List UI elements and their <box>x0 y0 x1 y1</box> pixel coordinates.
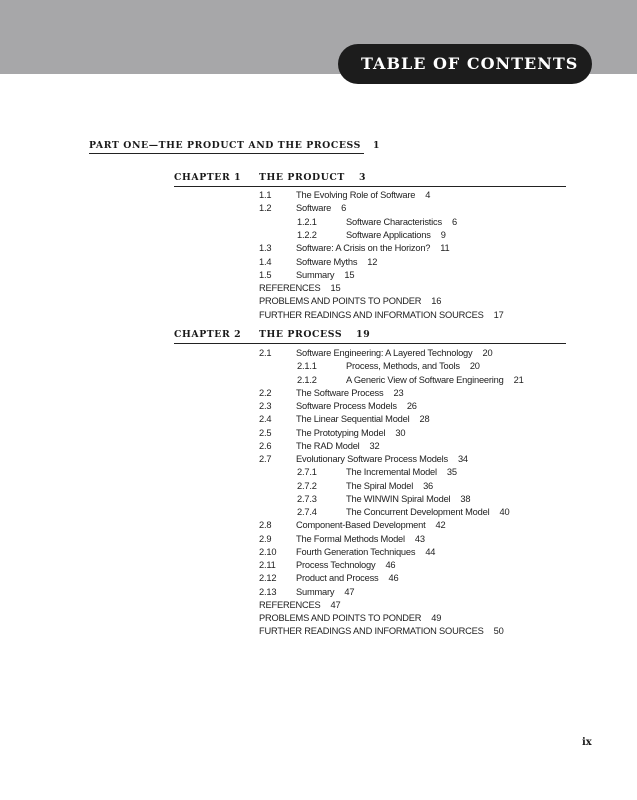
entry-text <box>346 494 470 504</box>
entry-text <box>259 296 441 306</box>
entry-page: 38 <box>460 493 471 504</box>
entry-page: 12 <box>367 256 378 267</box>
entry-number: 2.1.2 <box>297 374 317 385</box>
entry-number: 2.10 <box>259 546 277 557</box>
entry-text <box>259 613 441 623</box>
entry-page: 46 <box>385 560 396 570</box>
entry-number: 2.2 <box>259 387 272 398</box>
entry-page: 50 <box>493 626 504 637</box>
entry-page: 47 <box>344 586 355 597</box>
entry-text <box>259 626 504 636</box>
entry-text <box>346 507 509 517</box>
entry-number: 2.4 <box>259 414 272 425</box>
entry-title: Software <box>296 203 332 214</box>
entry-page: 34 <box>457 454 468 464</box>
entry-page: 6 <box>451 216 457 227</box>
entry-page: 49 <box>431 613 442 623</box>
entry-title: Software Process Models <box>296 401 397 411</box>
entry-number: 1.4 <box>259 256 272 267</box>
entry-title: The Incremental Model <box>346 467 437 478</box>
entry-page: 6 <box>341 203 347 214</box>
entry-title: Software: A Crisis on the Horizon? <box>296 243 431 254</box>
chapter-title-text: THE PROCESS <box>259 329 343 340</box>
entry-text <box>296 441 380 451</box>
entry-page: 44 <box>425 546 436 557</box>
entry-text <box>296 348 492 358</box>
entry-title: REFERENCES <box>259 599 321 610</box>
entry-number: 1.2.1 <box>297 216 317 227</box>
entry-title: The Spiral Model <box>346 480 414 491</box>
entry-title: Software Characteristics <box>346 216 442 227</box>
chapter-title <box>259 329 370 340</box>
entry-number: 2.3 <box>259 401 272 411</box>
entry-title: The Formal Methods Model <box>296 533 405 544</box>
entry-number: 2.13 <box>259 586 277 597</box>
entry-number: 1.5 <box>259 269 272 280</box>
entry-title: Process Technology <box>296 560 376 570</box>
entry-title: Software Engineering: A Layered Technology <box>296 348 473 358</box>
entry-number: 2.9 <box>259 533 272 544</box>
entry-page: 36 <box>423 480 434 491</box>
entry-title: PROBLEMS AND POINTS TO PONDER <box>259 613 422 623</box>
entry-number: 2.7.1 <box>297 467 317 478</box>
entry-number: 2.8 <box>259 520 272 531</box>
entry-title: Evolutionary Software Process Models <box>296 454 448 464</box>
entry-title: Software Applications <box>346 229 431 240</box>
entry-title: REFERENCES <box>259 283 321 294</box>
entry-text <box>296 243 450 253</box>
entry-text <box>296 573 398 583</box>
entry-page: 30 <box>395 427 406 438</box>
entry-page: 20 <box>469 361 480 372</box>
entry-text <box>259 283 341 293</box>
entry-page: 46 <box>388 573 399 584</box>
entry-title: Component-Based Development <box>296 520 426 531</box>
entry-title: A Generic View of Software Engineering <box>346 374 504 385</box>
part-heading <box>89 140 381 154</box>
entry-page: 32 <box>369 440 380 451</box>
entry-page: 35 <box>446 467 457 478</box>
entry-number: 2.1.1 <box>297 361 317 372</box>
entry-title: The Concurrent Development Model <box>346 507 490 517</box>
entry-number: 2.12 <box>259 573 277 584</box>
entry-title: Fourth Generation Techniques <box>296 546 416 557</box>
chapter-title-text: THE PRODUCT <box>259 172 345 183</box>
chapter-rule <box>174 343 566 344</box>
entry-text <box>296 257 377 267</box>
entry-title: The Software Process <box>296 387 384 398</box>
entry-title: The RAD Model <box>296 440 360 451</box>
entry-number: 2.11 <box>259 560 276 570</box>
entry-text <box>346 230 446 240</box>
chapter-page: 3 <box>358 172 367 183</box>
chapter-label: CHAPTER 2 <box>174 329 242 340</box>
entry-page: 4 <box>425 190 431 200</box>
entry-text <box>259 600 341 610</box>
entry-page: 47 <box>330 599 341 610</box>
entry-number: 2.7.2 <box>297 480 317 491</box>
entry-title: FURTHER READINGS AND INFORMATION SOURCES <box>259 626 484 637</box>
entry-number: 1.2.2 <box>297 229 317 240</box>
entry-number: 1.2 <box>259 203 272 214</box>
entry-text <box>296 203 346 213</box>
entry-title: Software Myths <box>296 256 358 267</box>
entry-text <box>259 310 504 320</box>
entry-text <box>346 467 457 477</box>
entry-page: 16 <box>431 296 442 307</box>
entry-title: Process, Methods, and Tools <box>346 361 460 372</box>
entry-number: 2.1 <box>259 348 272 358</box>
entry-number: 2.7 <box>259 454 272 464</box>
chapter-label: CHAPTER 1 <box>174 172 242 183</box>
page-folio: ix <box>582 737 592 748</box>
entry-page: 23 <box>393 387 404 398</box>
entry-number: 2.6 <box>259 440 272 451</box>
entry-number: 2.7.3 <box>297 493 317 504</box>
entry-text <box>296 454 468 464</box>
entry-text <box>296 560 395 570</box>
entry-title: The WINWIN Spiral Model <box>346 493 451 504</box>
entry-text <box>296 190 430 200</box>
entry-title: PROBLEMS AND POINTS TO PONDER <box>259 296 422 307</box>
chapter-title <box>259 172 366 183</box>
entry-title: Summary <box>296 586 335 597</box>
entry-page: 17 <box>493 309 504 320</box>
entry-title: Product and Process <box>296 573 379 584</box>
entry-text <box>296 520 445 530</box>
entry-text <box>346 217 457 227</box>
entry-page: 21 <box>513 374 524 385</box>
entry-text <box>346 361 480 371</box>
entry-text <box>296 534 425 544</box>
entry-title: FURTHER READINGS AND INFORMATION SOURCES <box>259 309 484 320</box>
entry-number: 2.7.4 <box>297 507 317 517</box>
entry-text <box>296 428 405 438</box>
entry-number: 1.1 <box>259 190 272 200</box>
entry-page: 43 <box>414 533 425 544</box>
entry-page: 40 <box>499 507 510 517</box>
entry-text <box>346 375 524 385</box>
entry-page: 42 <box>435 520 446 531</box>
part-page: 1 <box>372 140 381 151</box>
entry-text <box>296 401 417 411</box>
entry-text <box>296 587 354 597</box>
entry-text <box>296 270 354 280</box>
entry-page: 15 <box>330 283 341 294</box>
chapter-rule <box>174 186 566 187</box>
entry-number: 2.5 <box>259 427 272 438</box>
chapter-page: 19 <box>356 329 371 340</box>
entry-title: The Evolving Role of Software <box>296 190 416 200</box>
entry-text <box>296 547 435 557</box>
entry-text <box>296 414 429 424</box>
entry-page: 15 <box>344 269 355 280</box>
part-title: PART ONE—THE PRODUCT AND THE PROCESS <box>89 140 361 151</box>
entry-number: 1.3 <box>259 243 272 254</box>
entry-page: 9 <box>440 229 446 240</box>
entry-title: The Prototyping Model <box>296 427 386 438</box>
entry-page: 26 <box>406 401 417 411</box>
page-title: TABLE OF CONTENTS <box>361 54 579 73</box>
entry-text <box>296 388 403 398</box>
entry-page: 20 <box>482 348 493 358</box>
entry-title: Summary <box>296 269 335 280</box>
title-banner <box>338 44 592 84</box>
entry-page: 11 <box>440 243 450 254</box>
entry-text <box>346 481 433 491</box>
entry-title: The Linear Sequential Model <box>296 414 410 425</box>
entry-page: 28 <box>419 414 430 425</box>
